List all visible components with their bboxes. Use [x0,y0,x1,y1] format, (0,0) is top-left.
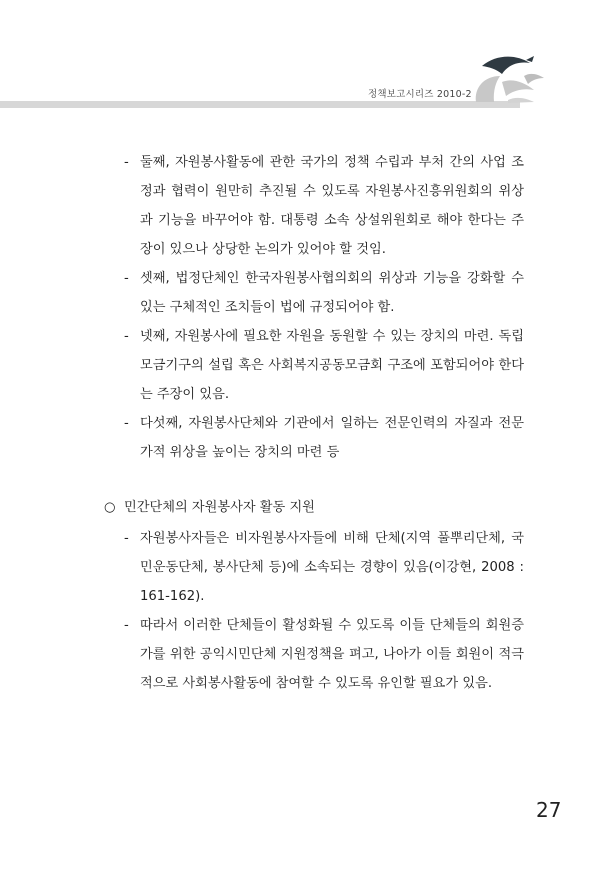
bullet-item-third [100,264,524,322]
bullet-item-fifth [100,409,524,467]
section-title: 민간단체의 자원봉사자 활동 지원 [124,500,315,515]
dash-marker: - [124,155,129,170]
bullet-text: 다섯째, 자원봉사단체와 기관에서 일하는 전문인력의 자질과 전문가적 위상을 높이는 장치의 마련 등 [140,416,524,460]
page-number: 27 [536,798,562,822]
bullet-text: 따라서 이러한 단체들이 활성화될 수 있도록 이들 단체들의 회원증가를 위한 공익시민단체 지원정책을 펴고, 나아가 이들 회원이 적극적으로 사회봉사활동에 참여할 수 있도록 유인할 필요가 있음. [140,618,524,691]
bullet-item-fourth [100,322,524,409]
dash-marker: - [124,271,129,286]
bullet-item-membership-support [100,611,524,698]
bullet-text: 넷째, 자원봉사에 필요한 자원을 동원할 수 있는 장치의 마련. 독립 모금기구의 설립 혹은 사회복지공동모금회 구조에 포함되어야 한다는 주장이 있음. [140,329,524,402]
header-bar [0,101,520,108]
dash-marker: - [124,531,129,546]
bird-logo-icon [468,52,548,104]
dash-marker: - [124,329,129,344]
dash-marker: - [124,618,129,633]
bullet-text: 자원봉사자들은 비자원봉사자들에 비해 단체(지역 풀뿌리단체, 국민운동단체, 봉사단체 등)에 소속되는 경향이 있음(이강현, 2008 : 161-162). [140,531,524,604]
circle-marker: ○ [104,500,116,515]
bullet-item-volunteer-affiliation [100,524,524,611]
bullet-text: 둘째, 자원봉사활동에 관한 국가의 정책 수립과 부처 간의 사업 조정과 협력이 원만히 추진될 수 있도록 자원봉사진흥위원회의 위상과 기능을 바꾸어야 함. 대통령 소속 상설위원회로 해야 한다는 주장이 있으나 상당한 논의가 있어야 할 것임. [140,155,524,257]
series-title: 정책보고시리즈 2010-2 [368,89,472,100]
dash-marker: - [124,416,129,431]
bullet-item-second [100,148,524,264]
section-heading [100,493,524,522]
document-body [100,148,524,698]
bullet-text: 셋째, 법정단체인 한국자원봉사협의회의 위상과 기능을 강화할 수 있는 구체적인 조치들이 법에 규정되어야 함. [140,271,524,315]
